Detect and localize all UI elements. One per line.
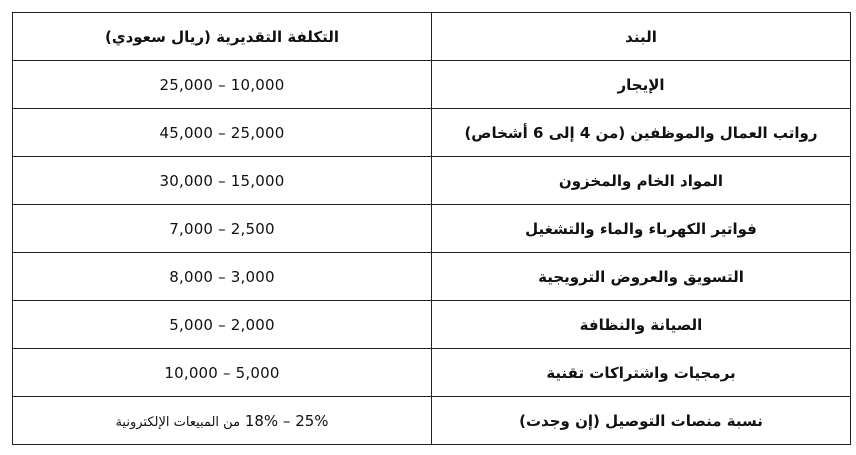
- table-row: [13, 349, 851, 397]
- item-cell: نسبة منصات التوصيل (إن وجدت): [432, 397, 851, 445]
- cost-percent-range: 18% – 25%: [244, 411, 329, 430]
- item-cell: التسويق والعروض الترويجية: [432, 253, 851, 301]
- header-item: البند: [432, 13, 851, 61]
- header-cost: التكلفة التقديرية (ريال سعودي): [13, 13, 432, 61]
- cost-note: من المبيعات الإلكترونية: [115, 414, 241, 430]
- cost-table-container: [12, 12, 851, 445]
- table-header-row: [13, 13, 851, 61]
- item-cell: برمجيات واشتراكات تقنية: [432, 349, 851, 397]
- table-row: [13, 397, 851, 445]
- item-cell: رواتب العمال والموظفين (من 4 إلى 6 أشخاص): [432, 109, 851, 157]
- table-row: [13, 205, 851, 253]
- cost-cell: 25,000 – 10,000: [13, 61, 432, 109]
- item-cell: المواد الخام والمخزون: [432, 157, 851, 205]
- cost-cell: 7,000 – 2,500: [13, 205, 432, 253]
- item-cell: الإيجار: [432, 61, 851, 109]
- table-row: [13, 61, 851, 109]
- table-row: [13, 109, 851, 157]
- item-cell: فواتير الكهرباء والماء والتشغيل: [432, 205, 851, 253]
- cost-table: [12, 12, 851, 445]
- cost-cell: 30,000 – 15,000: [13, 157, 432, 205]
- item-cell: الصيانة والنظافة: [432, 301, 851, 349]
- table-row: [13, 301, 851, 349]
- cost-cell: 8,000 – 3,000: [13, 253, 432, 301]
- table-row: [13, 253, 851, 301]
- cost-cell: [13, 397, 432, 445]
- table-row: [13, 157, 851, 205]
- cost-cell: 10,000 – 5,000: [13, 349, 432, 397]
- cost-cell: 5,000 – 2,000: [13, 301, 432, 349]
- cost-cell: 45,000 – 25,000: [13, 109, 432, 157]
